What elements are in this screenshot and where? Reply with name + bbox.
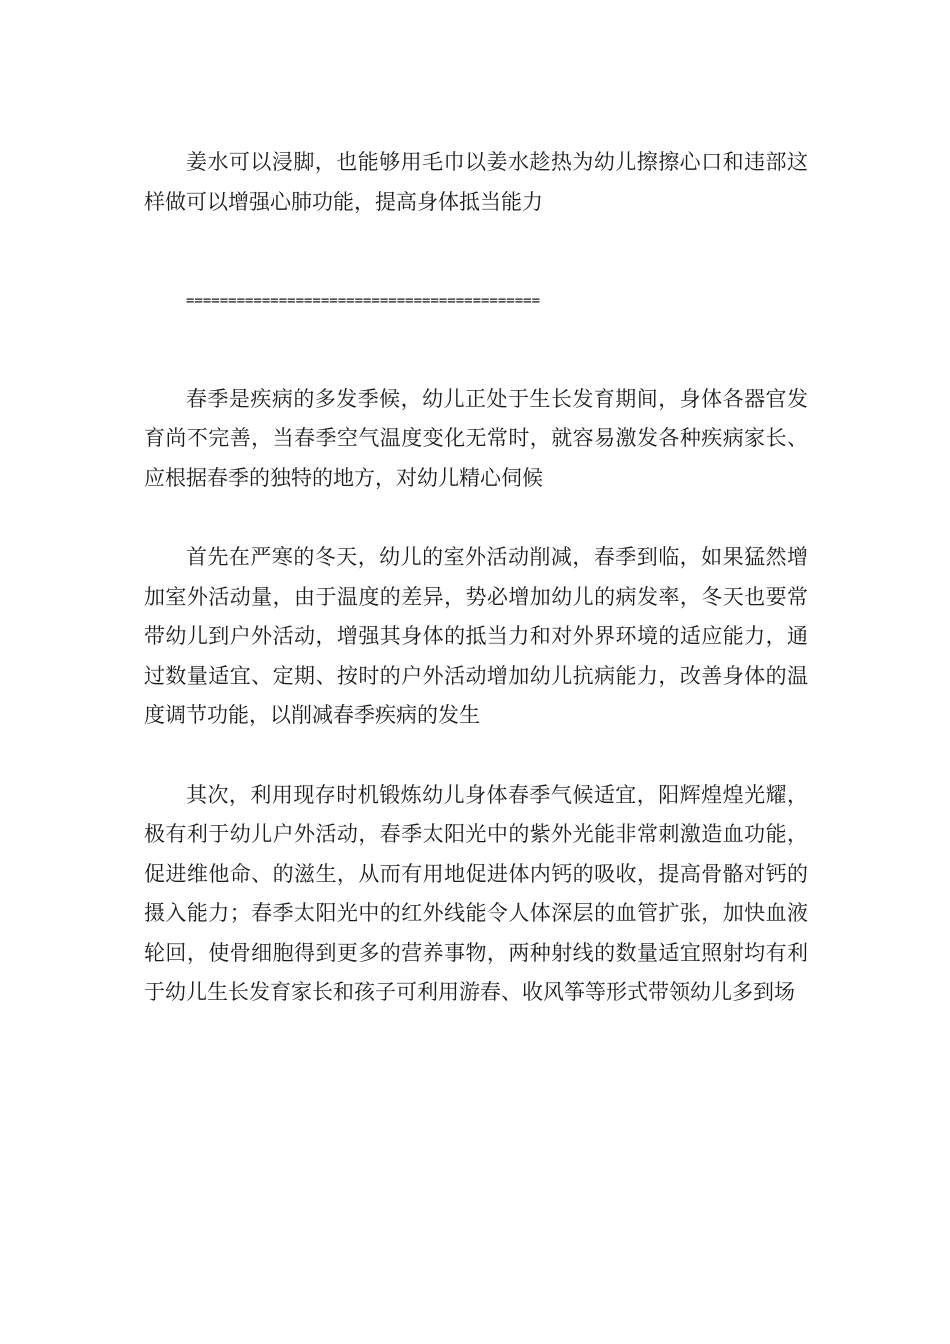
paragraph-sunlight-benefits: 其次，利用现存时机锻炼幼儿身体春季气候适宜，阳辉煌煌光耀，极有利于幼儿户外活动，春季太阳光中的紫外光能非常刺激造血功能，促进维他命、的滋生，从而有用地促进体内钙的吸收，提高骨骼对钙的摄入能力；春季太阳光中的红外线能令人体深层的血管扩张，加快血液轮回，使骨细胞得到更多的营养事物，两种射线的数量适宜照射均有利于幼儿生长发育家长和孩子可利用游春、收风筝等形式带领幼儿多到场: [144, 782, 808, 1004]
paragraph-ginger-water: 姜水可以浸脚，也能够用毛巾以姜水趁热为幼儿擦擦心口和违部这样做可以增强心肺功能，提高身体抵当能力: [144, 150, 808, 214]
paragraph-outdoor-activity: 首先在严寒的冬天，幼儿的室外活动削减，春季到临，如果猛然增加室外活动量，由于温度的差异，势必增加幼儿的病发率，冬天也要常带幼儿到户外活动，增强其身体的抵当力和对外界环境的适应能力，通过数量适宜、定期、按时的户外活动增加幼儿抗病能力，改善身体的温度调节功能，以削减春季疾病的发生: [144, 545, 808, 727]
document-body: [144, 143, 808, 1013]
paragraph-spring-disease: 春季是疾病的多发季候，幼儿正处于生长发育期间，身体各器官发育尚不完善，当春季空气温度变化无常时，就容易激发各种疾病家长、应根据春季的独特的地方，对幼儿精心伺候: [144, 386, 808, 490]
section-separator: ==========================================: [186, 293, 541, 309]
